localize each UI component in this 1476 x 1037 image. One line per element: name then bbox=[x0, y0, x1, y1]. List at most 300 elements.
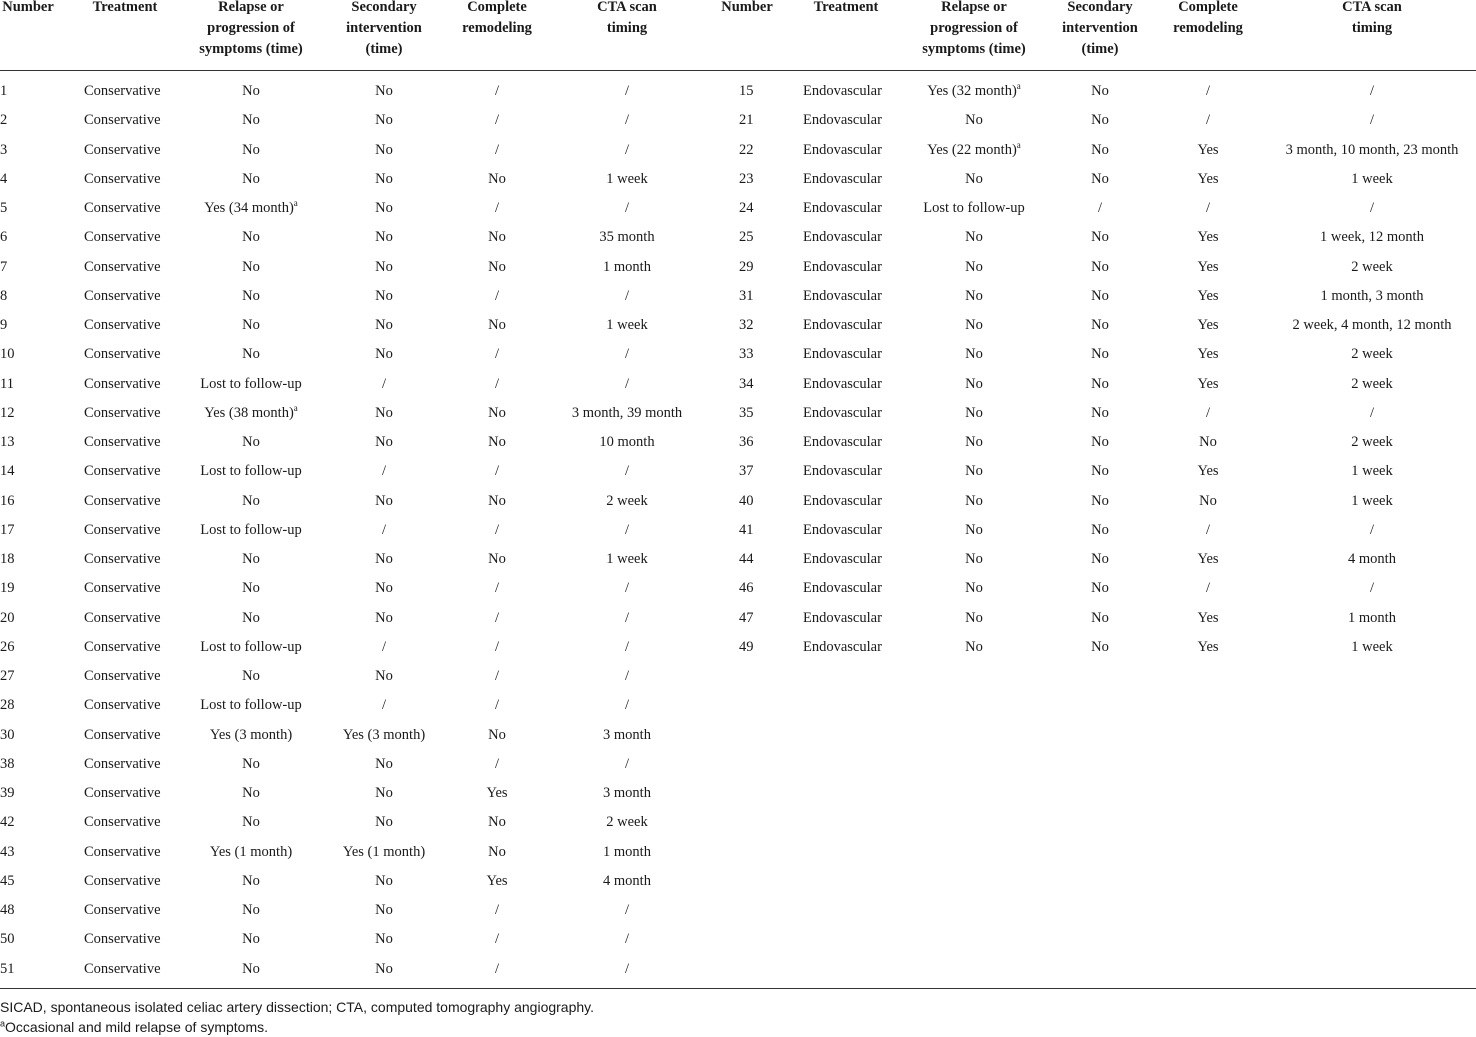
cell-remodeling: Yes bbox=[1197, 258, 1219, 275]
cell-secondary: / bbox=[381, 375, 387, 392]
cell-number: 50 bbox=[0, 931, 15, 948]
cell-secondary: No bbox=[375, 346, 393, 363]
cell-remodeling: / bbox=[1205, 83, 1211, 99]
cell-relapse: Yes (32 month)$^a$ bbox=[927, 81, 1021, 99]
cell-number: 21 bbox=[739, 112, 754, 129]
cell-treatment: Conservative bbox=[84, 755, 161, 772]
cell-relapse: No bbox=[242, 346, 260, 363]
cell-cta: 1 week bbox=[1351, 492, 1393, 509]
cell-remodeling: / bbox=[1205, 200, 1211, 216]
cell-relapse: No bbox=[242, 83, 260, 99]
cell-number: 23 bbox=[739, 170, 754, 187]
cell-secondary: No bbox=[1091, 463, 1109, 480]
cell-remodeling: / bbox=[494, 200, 500, 216]
column-header-line: (time) bbox=[365, 41, 403, 57]
cell-secondary: Yes (1 month) bbox=[342, 843, 426, 860]
cell-cta: / bbox=[1369, 404, 1375, 421]
cell-number: 38 bbox=[0, 755, 15, 772]
cell-number: 37 bbox=[739, 463, 754, 480]
table-header bbox=[0, 0, 1476, 70]
table-row bbox=[0, 165, 1476, 194]
column-header-line: Complete bbox=[1178, 0, 1238, 15]
cell-cta: 3 month, 39 month bbox=[571, 404, 683, 421]
cell-treatment: Conservative bbox=[84, 492, 161, 509]
cell-cta: / bbox=[624, 112, 630, 129]
cell-cta: 2 week bbox=[1351, 434, 1393, 450]
cell-cta: 2 week bbox=[606, 492, 648, 509]
cell-cta: / bbox=[624, 141, 630, 158]
cell-relapse: No bbox=[242, 755, 260, 772]
table-row bbox=[0, 633, 1476, 662]
cell-secondary: No bbox=[375, 229, 393, 246]
cell-remodeling: Yes bbox=[486, 872, 508, 889]
table-row bbox=[0, 838, 1476, 867]
cell-relapse: No bbox=[242, 580, 260, 597]
cell-relapse: No bbox=[965, 317, 983, 333]
cell-relapse: No bbox=[242, 287, 260, 304]
cell-remodeling: No bbox=[488, 404, 506, 421]
cell-relapse: No bbox=[242, 434, 260, 450]
cell-number: 6 bbox=[0, 229, 8, 246]
cell-number: 19 bbox=[0, 580, 15, 597]
cell-relapse: No bbox=[965, 375, 983, 392]
cell-secondary: No bbox=[375, 434, 393, 450]
cell-relapse: Lost to follow-up bbox=[923, 200, 1025, 216]
footnote-marker: a bbox=[293, 198, 298, 209]
cell-remodeling: No bbox=[488, 843, 506, 860]
cell-treatment: Conservative bbox=[84, 463, 161, 480]
table-row bbox=[0, 750, 1476, 779]
cell-relapse: Lost to follow-up bbox=[200, 463, 302, 480]
table-row bbox=[0, 282, 1476, 311]
cell-treatment: Endovascular bbox=[803, 434, 882, 450]
cell-treatment: Endovascular bbox=[803, 580, 882, 597]
cell-treatment: Conservative bbox=[84, 668, 161, 684]
cell-cta: / bbox=[624, 931, 630, 948]
column-header-line: symptoms (time) bbox=[922, 41, 1026, 57]
cell-cta: / bbox=[624, 580, 630, 597]
cell-relapse: No bbox=[965, 404, 983, 421]
cell-number: 29 bbox=[739, 258, 754, 275]
cell-number: 42 bbox=[0, 814, 15, 831]
cell-number: 11 bbox=[0, 375, 14, 392]
footnote-a bbox=[0, 1019, 268, 1035]
cell-treatment: Endovascular bbox=[803, 170, 882, 187]
cell-relapse: Yes (22 month)$^a$ bbox=[927, 139, 1021, 158]
cell-number: 5 bbox=[0, 200, 8, 216]
table-row bbox=[0, 691, 1476, 720]
cell-secondary: No bbox=[1091, 434, 1109, 450]
cell-relapse: No bbox=[965, 521, 983, 538]
cell-number: 13 bbox=[0, 434, 15, 450]
cell-secondary: No bbox=[1091, 346, 1109, 363]
cell-cta: / bbox=[1369, 112, 1375, 129]
cell-treatment: Conservative bbox=[84, 902, 161, 918]
cell-relapse: No bbox=[965, 580, 983, 597]
cell-number: 7 bbox=[0, 258, 8, 275]
cell-number: 1 bbox=[0, 83, 8, 99]
cell-number: 49 bbox=[739, 638, 754, 655]
cell-treatment: Endovascular bbox=[803, 463, 882, 480]
cell-remodeling: / bbox=[494, 375, 500, 392]
footnote-abbreviations bbox=[0, 999, 594, 1015]
cell-secondary: No bbox=[375, 580, 393, 597]
cell-secondary: No bbox=[375, 83, 393, 99]
cell-relapse: No bbox=[242, 258, 260, 275]
cell-remodeling: / bbox=[494, 931, 500, 948]
cell-treatment: Conservative bbox=[84, 697, 161, 714]
cell-number: 46 bbox=[739, 580, 754, 597]
cell-secondary: No bbox=[1091, 112, 1109, 129]
cell-cta: 1 month, 3 month bbox=[1320, 287, 1424, 304]
cell-number: 22 bbox=[739, 141, 754, 158]
cell-treatment: Conservative bbox=[84, 287, 161, 304]
cell-secondary: / bbox=[381, 463, 387, 480]
cell-cta: / bbox=[1369, 580, 1375, 597]
cell-treatment: Conservative bbox=[84, 346, 161, 363]
cell-remodeling: No bbox=[488, 317, 506, 333]
cell-remodeling: No bbox=[1199, 434, 1217, 450]
cell-secondary: No bbox=[1091, 170, 1109, 187]
cell-number: 35 bbox=[739, 404, 754, 421]
column-header-line: Treatment bbox=[92, 0, 158, 15]
column-header-cta-right bbox=[1282, 0, 1462, 39]
cell-treatment: Conservative bbox=[84, 726, 161, 743]
cell-relapse: No bbox=[242, 872, 260, 889]
cell-secondary: No bbox=[1091, 375, 1109, 392]
bottom-rule bbox=[0, 988, 1476, 989]
column-header-line: symptoms (time) bbox=[199, 41, 303, 57]
cell-number: 48 bbox=[0, 902, 15, 918]
cell-number: 31 bbox=[739, 287, 754, 304]
cell-secondary: No bbox=[375, 141, 393, 158]
cell-number: 27 bbox=[0, 668, 15, 684]
cell-treatment: Conservative bbox=[84, 229, 161, 246]
cell-treatment: Endovascular bbox=[803, 317, 882, 333]
cell-secondary: No bbox=[375, 960, 393, 977]
cell-treatment: Conservative bbox=[84, 843, 161, 860]
cell-treatment: Endovascular bbox=[803, 375, 882, 392]
cell-relapse: No bbox=[965, 287, 983, 304]
cell-treatment: Conservative bbox=[84, 551, 161, 567]
cell-number: 17 bbox=[0, 521, 15, 538]
cell-secondary: No bbox=[375, 551, 393, 567]
cell-remodeling: / bbox=[494, 287, 500, 304]
column-header-remodeling-right bbox=[1118, 0, 1298, 39]
cell-cta: 35 month bbox=[599, 229, 655, 246]
cell-remodeling: / bbox=[494, 346, 500, 363]
cell-cta: 1 week bbox=[1351, 638, 1393, 655]
cell-secondary: No bbox=[375, 609, 393, 626]
cell-relapse: No bbox=[242, 668, 260, 684]
cell-secondary: No bbox=[375, 872, 393, 889]
cell-remodeling: / bbox=[494, 83, 500, 99]
cell-cta: / bbox=[1369, 83, 1375, 99]
cell-remodeling: / bbox=[494, 960, 500, 977]
cell-relapse: No bbox=[242, 960, 260, 977]
cell-relapse: No bbox=[965, 346, 983, 363]
cell-remodeling: Yes bbox=[1197, 287, 1219, 304]
cell-relapse: Yes (38 month)$^a$ bbox=[204, 402, 298, 421]
cell-treatment: Endovascular bbox=[803, 229, 882, 246]
cell-relapse: No bbox=[242, 229, 260, 246]
table-row bbox=[0, 370, 1476, 399]
cell-relapse: Lost to follow-up bbox=[200, 521, 302, 538]
cell-remodeling: Yes bbox=[1197, 346, 1219, 363]
cell-secondary: No bbox=[375, 931, 393, 948]
cell-treatment: Conservative bbox=[84, 141, 161, 158]
cell-treatment: Conservative bbox=[84, 83, 161, 99]
cell-cta: / bbox=[624, 902, 630, 918]
cell-remodeling: / bbox=[1205, 112, 1211, 129]
cell-secondary: Yes (3 month) bbox=[342, 726, 426, 743]
cell-treatment: Conservative bbox=[84, 375, 161, 392]
cell-secondary: / bbox=[381, 697, 387, 714]
cell-relapse: No bbox=[242, 170, 260, 187]
cell-number: 16 bbox=[0, 492, 15, 509]
cell-secondary: / bbox=[381, 521, 387, 538]
cell-number: 3 bbox=[0, 141, 8, 158]
cell-number: 24 bbox=[739, 200, 754, 216]
cell-secondary: No bbox=[375, 170, 393, 187]
column-header-line: (time) bbox=[1081, 41, 1119, 57]
footnote-marker: a bbox=[0, 1018, 6, 1029]
cell-relapse: No bbox=[965, 170, 983, 187]
table-row bbox=[0, 253, 1476, 282]
cell-relapse: Yes (1 month) bbox=[209, 843, 293, 860]
cell-treatment: Endovascular bbox=[803, 404, 882, 421]
cell-relapse: No bbox=[965, 258, 983, 275]
footnote-marker: a bbox=[1016, 81, 1021, 92]
cell-number: 26 bbox=[0, 638, 15, 655]
cell-treatment: Endovascular bbox=[803, 258, 882, 275]
cell-treatment: Endovascular bbox=[803, 521, 882, 538]
cell-number: 39 bbox=[0, 785, 15, 801]
cell-cta: 1 week bbox=[606, 551, 648, 567]
cell-cta: / bbox=[624, 668, 630, 684]
cell-remodeling: / bbox=[494, 141, 500, 158]
cell-cta: 2 week bbox=[606, 814, 648, 831]
cell-remodeling: Yes bbox=[1197, 551, 1219, 567]
table-row bbox=[0, 955, 1476, 984]
cell-cta: 1 month bbox=[603, 258, 651, 275]
cell-cta: 1 week bbox=[1351, 463, 1393, 480]
cell-secondary: No bbox=[375, 755, 393, 772]
cell-treatment: Conservative bbox=[84, 580, 161, 597]
cell-treatment: Conservative bbox=[84, 170, 161, 187]
cell-treatment: Conservative bbox=[84, 814, 161, 831]
cell-remodeling: Yes bbox=[1197, 609, 1219, 626]
cell-number: 45 bbox=[0, 872, 15, 889]
cell-cta: / bbox=[624, 638, 630, 655]
cell-number: 25 bbox=[739, 229, 754, 246]
table-row bbox=[0, 867, 1476, 896]
cell-cta: / bbox=[624, 375, 630, 392]
table-row bbox=[0, 545, 1476, 574]
column-header-line: intervention bbox=[1062, 20, 1138, 36]
cell-secondary: No bbox=[1091, 580, 1109, 597]
cell-relapse: No bbox=[242, 112, 260, 129]
table-row bbox=[0, 194, 1476, 223]
cell-cta: 2 week, 4 month, 12 month bbox=[1292, 317, 1452, 333]
column-header-line: Secondary bbox=[351, 0, 417, 15]
cell-treatment: Conservative bbox=[84, 609, 161, 626]
cell-number: 15 bbox=[739, 83, 754, 99]
cell-secondary: No bbox=[375, 200, 393, 216]
cell-remodeling: / bbox=[1205, 404, 1211, 421]
cell-treatment: Conservative bbox=[84, 785, 161, 801]
cell-number: 34 bbox=[739, 375, 754, 392]
column-header-line: Treatment bbox=[813, 0, 879, 15]
cell-secondary: No bbox=[1091, 258, 1109, 275]
cell-remodeling: Yes bbox=[486, 785, 508, 801]
cell-cta: 10 month bbox=[599, 434, 655, 450]
table-row bbox=[0, 106, 1476, 135]
cell-relapse: No bbox=[965, 609, 983, 626]
cell-cta: 1 week bbox=[606, 170, 648, 187]
cell-cta: / bbox=[624, 755, 630, 772]
column-header-line: Complete bbox=[467, 0, 527, 15]
cell-number: 51 bbox=[0, 960, 15, 977]
cell-relapse: Yes (3 month) bbox=[209, 726, 293, 743]
cell-secondary: No bbox=[1091, 551, 1109, 567]
cell-treatment: Conservative bbox=[84, 317, 161, 333]
cell-secondary: No bbox=[375, 902, 393, 918]
cell-secondary: No bbox=[375, 287, 393, 304]
cell-cta: 1 week, 12 month bbox=[1320, 229, 1424, 246]
cell-remodeling: / bbox=[494, 580, 500, 597]
cell-treatment: Conservative bbox=[84, 112, 161, 129]
cell-remodeling: / bbox=[494, 902, 500, 918]
column-header-line: remodeling bbox=[462, 20, 532, 36]
table-row bbox=[0, 77, 1476, 106]
cell-secondary: No bbox=[1091, 83, 1109, 99]
cell-secondary: No bbox=[1091, 229, 1109, 246]
cell-remodeling: No bbox=[1199, 492, 1217, 509]
table-row bbox=[0, 779, 1476, 808]
cell-remodeling: / bbox=[1205, 521, 1211, 538]
column-header-line: timing bbox=[1351, 20, 1393, 36]
cell-remodeling: No bbox=[488, 258, 506, 275]
table-row bbox=[0, 340, 1476, 369]
cell-number: 14 bbox=[0, 463, 15, 480]
cell-secondary: No bbox=[375, 785, 393, 801]
cell-remodeling: Yes bbox=[1197, 141, 1219, 158]
cell-treatment: Conservative bbox=[84, 872, 161, 889]
cell-cta: / bbox=[1369, 521, 1375, 538]
table-row bbox=[0, 311, 1476, 340]
table-row bbox=[0, 223, 1476, 252]
cell-secondary: No bbox=[375, 492, 393, 509]
footnote-abbreviations-text: SICAD, spontaneous isolated celiac artery dissection; CTA, computed tomography angiography. bbox=[0, 999, 595, 1015]
cell-relapse: No bbox=[965, 434, 983, 450]
cell-treatment: Conservative bbox=[84, 931, 161, 948]
cell-secondary: No bbox=[1091, 521, 1109, 538]
cell-secondary: No bbox=[1091, 287, 1109, 304]
cell-relapse: Lost to follow-up bbox=[200, 638, 302, 655]
cell-relapse: No bbox=[965, 229, 983, 246]
cell-treatment: Endovascular bbox=[803, 609, 882, 626]
cell-relapse: Yes (34 month)$^a$ bbox=[204, 198, 298, 216]
table-row bbox=[0, 399, 1476, 428]
cell-secondary: No bbox=[375, 668, 393, 684]
cell-secondary: No bbox=[1091, 141, 1109, 158]
cell-cta: 1 week bbox=[606, 317, 648, 333]
cell-treatment: Endovascular bbox=[803, 200, 882, 216]
cell-treatment: Endovascular bbox=[803, 112, 882, 129]
cell-cta: / bbox=[624, 200, 630, 216]
column-header-line: progression of bbox=[207, 20, 295, 36]
footnote-a-text: Occasional and mild relapse of symptoms. bbox=[5, 1019, 269, 1035]
table-row bbox=[0, 487, 1476, 516]
cell-number: 4 bbox=[0, 170, 8, 187]
cell-cta: 1 month bbox=[1348, 609, 1396, 626]
cell-secondary: No bbox=[1091, 492, 1109, 509]
cell-cta: 4 month bbox=[1348, 551, 1396, 567]
cell-remodeling: No bbox=[488, 814, 506, 831]
cell-remodeling: Yes bbox=[1197, 463, 1219, 480]
cell-cta: 1 week bbox=[1351, 170, 1393, 187]
cell-treatment: Endovascular bbox=[803, 141, 882, 158]
cell-treatment: Conservative bbox=[84, 200, 161, 216]
column-header-line: Relapse or bbox=[218, 0, 284, 15]
cell-remodeling: No bbox=[488, 551, 506, 567]
cell-remodeling: No bbox=[488, 726, 506, 743]
table-row bbox=[0, 896, 1476, 925]
cell-cta: 1 month bbox=[603, 843, 651, 860]
cell-secondary: No bbox=[375, 258, 393, 275]
cell-treatment: Endovascular bbox=[803, 287, 882, 304]
cell-relapse: No bbox=[242, 902, 260, 918]
cell-relapse: No bbox=[242, 931, 260, 948]
cell-cta: / bbox=[624, 287, 630, 304]
cell-relapse: No bbox=[965, 112, 983, 129]
cell-treatment: Endovascular bbox=[803, 492, 882, 509]
cell-remodeling: No bbox=[488, 170, 506, 187]
cell-cta: 3 month bbox=[603, 785, 651, 801]
cell-remodeling: / bbox=[1205, 580, 1211, 597]
cell-relapse: Lost to follow-up bbox=[200, 697, 302, 714]
cell-cta: / bbox=[624, 463, 630, 480]
cell-remodeling: No bbox=[488, 434, 506, 450]
cell-cta: / bbox=[624, 609, 630, 626]
cell-cta: 3 month bbox=[603, 726, 651, 743]
cell-cta: / bbox=[624, 83, 630, 99]
table-row bbox=[0, 662, 1476, 691]
column-header-line: intervention bbox=[346, 20, 422, 36]
table-row bbox=[0, 721, 1476, 750]
table-row bbox=[0, 457, 1476, 486]
cell-number: 43 bbox=[0, 843, 15, 860]
cell-remodeling: / bbox=[494, 755, 500, 772]
cell-cta: / bbox=[624, 346, 630, 363]
cell-relapse: No bbox=[965, 492, 983, 509]
cell-secondary: No bbox=[375, 112, 393, 129]
cell-treatment: Conservative bbox=[84, 404, 161, 421]
cell-number: 20 bbox=[0, 609, 15, 626]
cell-remodeling: Yes bbox=[1197, 375, 1219, 392]
cell-remodeling: / bbox=[494, 609, 500, 626]
cell-remodeling: No bbox=[488, 492, 506, 509]
cell-cta: 4 month bbox=[603, 872, 651, 889]
cell-relapse: No bbox=[965, 638, 983, 655]
cell-remodeling: / bbox=[494, 521, 500, 538]
cell-treatment: Endovascular bbox=[803, 551, 882, 567]
cell-remodeling: Yes bbox=[1197, 229, 1219, 246]
column-header-line: CTA scan bbox=[597, 0, 657, 15]
footnote-marker: a bbox=[293, 402, 298, 413]
column-header-line: Secondary bbox=[1067, 0, 1133, 15]
